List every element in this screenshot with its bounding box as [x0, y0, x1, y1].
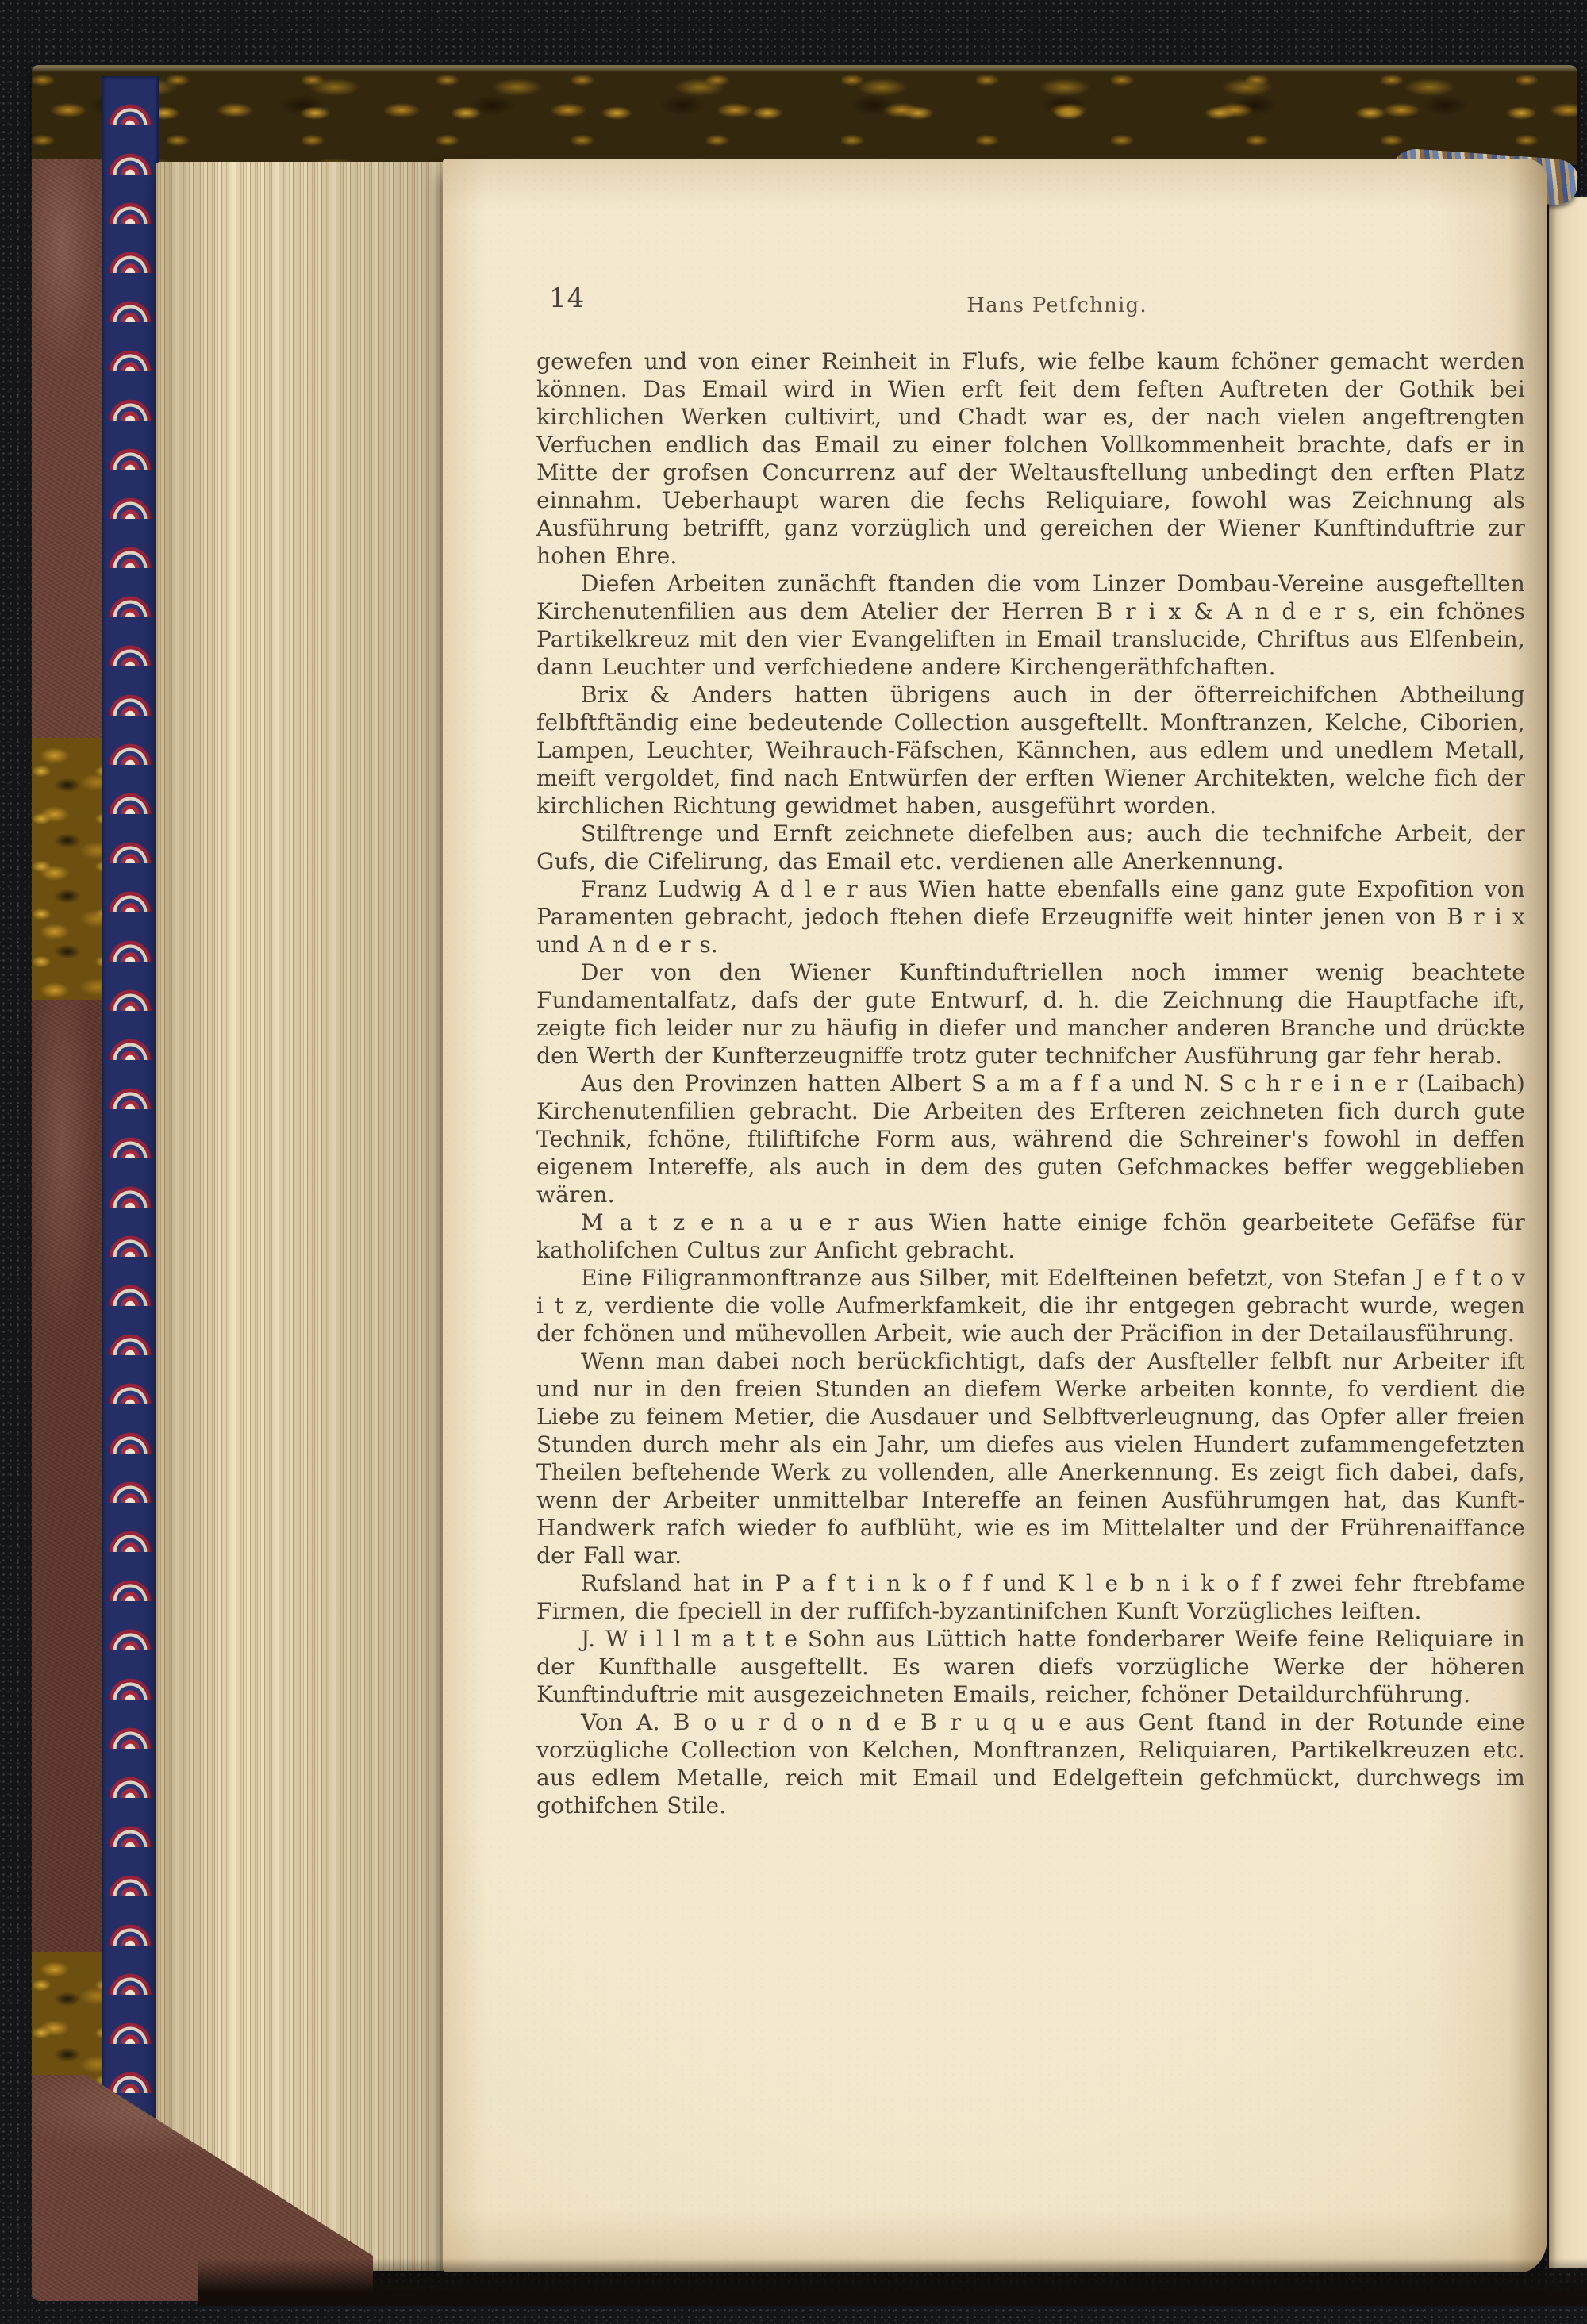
body-paragraph: Eine Filigranmonftranze aus Silber, mit Edelfteinen befetzt, von Stefan J e f t o v i t z, verdiente die volle Aufmerkfamkeit, die ihr entgegen gebracht wurde, wegen der fchönen und mühevollen Arbeit, wie auch der Präcifion in der Detailausführung. — [536, 1265, 1525, 1346]
marbled-endpaper-edge — [102, 76, 159, 2290]
body-paragraph: Rufsland hat in P a f t i n k o f f und K l e b n i k o f f zwei fehr ftrebfame Firmen, die fpeciell in der ruffifch-byzantinifchen Kunft Vorzügliches leiften. — [536, 1570, 1525, 1624]
book-cover-top-edge — [32, 65, 1577, 165]
body-paragraph: Diefen Arbeiten zunächft ftanden die vom Linzer Dombau-Vereine ausgeftellten Kirchenutenfilien aus dem Atelier der Herren B r i x & A n d e r s, ein fchönes Partikelkreuz mit den vier Evangeliften in Email translucide, Chriftus aus Elfenbein, dann Leuchter und verfchiedene andere Kirchengeräthfchaften. — [536, 570, 1525, 680]
body-paragraph: Der von den Wiener Kunftinduftriellen noch immer wenig beachtete Fundamentalfatz, dafs der gute Entwurf, d. h. die Zeichnung die Hauptfache ift, zeigte fich leider nur zu häufig in diefer und mancher anderen Branche und drückte den Werth der Kunfterzeugniffe trotz guter technifcher Ausführung gar fehr herab. — [536, 959, 1525, 1069]
body-paragraph: Stilftrenge und Ernft zeichnete diefelben aus; auch die technifche Arbeit, der Gufs, die Cifelirung, das Email etc. verdienen alle Anerkennung. — [536, 820, 1525, 874]
body-paragraph: Von A. B o u r d o n d e B r u q u e aus Gent ftand in der Rotunde eine vorzügliche Collection von Kelchen, Monftranzen, Reliquiaren, Partikelkreuzen etc. aus edlem Metalle, reich mit Email und Edelgeftein gefchmückt, durchwegs im gothifchen Stile. — [536, 1709, 1525, 1819]
body-paragraph: Aus den Provinzen hatten Albert S a m a f f a und N. S c h r e i n e r (Laibach) Kirchenutenfilien gebracht. Die Arbeiten des Erfteren zeichneten fich durch gute Technik, fchöne, ftiliftifche Form aus, während die Schreiner's fowohl in deffen eigenem Intereffe, als auch in dem des guten Gefchmackes beffer weggeblieben wären. — [536, 1070, 1525, 1208]
body-text — [536, 348, 1525, 1819]
running-title: Hans Petfchnig. — [966, 294, 1147, 317]
page-stack-edges — [156, 162, 446, 2271]
body-paragraph: gewefen und von einer Reinheit in Flufs, wie felbe kaum fchöner gemacht werden können. Das Email wird in Wien erft feit dem feften Auftreten der Gothik bei kirchlichen Werken cultivirt, und Chadt war es, der nach vielen angeftrengten Verfuchen endlich das Email zu einer folchen Vollkommenheit brachte, dafs er in Mitte der grofsen Concurrenz auf der Weltausftellung unbedingt den erften Platz einnahm. Ueberhaupt waren die fechs Reliquiare, fowohl was Zeichnung als Ausführung betrifft, ganz vorzüglich und gereichen der Wiener Kunftinduftrie zur hohen Ehre. — [536, 348, 1525, 569]
body-paragraph: Wenn man dabei noch berückfichtigt, dafs der Ausfteller felbft nur Arbeiter ift und nur in den freien Stunden an diefem Werke arbeiten konnte, fo verdient die Liebe zu feinem Metier, die Ausdauer und Selbftverleugnung, das Opfer aller freien Stunden durch mehr als ein Jahr, um diefes aus vielen Hundert zufammengefetzten Theilen beftehende Werk zu vollenden, alle Anerkennung. Es zeigt fich dabei, dafs, wenn der Arbeiter unmittelbar Intereffe an feinen Ausführumgen hat, das Kunft-Handwerk rafch wieder fo aufblüht, wie es im Mittelalter und der Frührenaiffance der Fall war. — [536, 1348, 1525, 1569]
page-number: 14 — [549, 282, 586, 314]
body-paragraph: Brix & Anders hatten übrigens auch in der öfterreichifchen Abtheilung felbftftändig eine bedeutende Collection ausgeftellt. Monftranzen, Kelche, Ciborien, Lampen, Leuchter, Weihrauch-Fäfschen, Kännchen, aus edlem und unedlem Metall, meift vergoldet, find nach Entwürfen der erften Wiener Architekten, welche fich der kirchlichen Richtung gewidmet haben, ausgeführt worden. — [536, 682, 1525, 819]
body-paragraph: J. W i l l m a t t e Sohn aus Lüttich hatte fonderbarer Weife feine Reliquiare in der Kunfthalle ausgeftellt. Es waren diefs vorzügliche Werke der höheren Kunftinduftrie mit ausgezeichneten Emails, reicher, fchöner Detaildurchführung. — [536, 1626, 1525, 1707]
body-paragraph: M a t z e n a u e r aus Wien hatte einige fchön gearbeitete Gefäfse für katholifchen Cultus zur Anficht gebracht. — [536, 1209, 1525, 1263]
body-paragraph: Franz Ludwig A d l e r aus Wien hatte ebenfalls eine ganz gute Expofition von Paramenten gebracht, jedoch ftehen diefe Erzeugniffe weit hinter jenen von B r i x und A n d e r s. — [536, 876, 1525, 958]
book-bottom-shadow — [198, 2258, 1587, 2306]
facing-page-sliver — [1549, 197, 1587, 2268]
book-page — [443, 159, 1547, 2272]
